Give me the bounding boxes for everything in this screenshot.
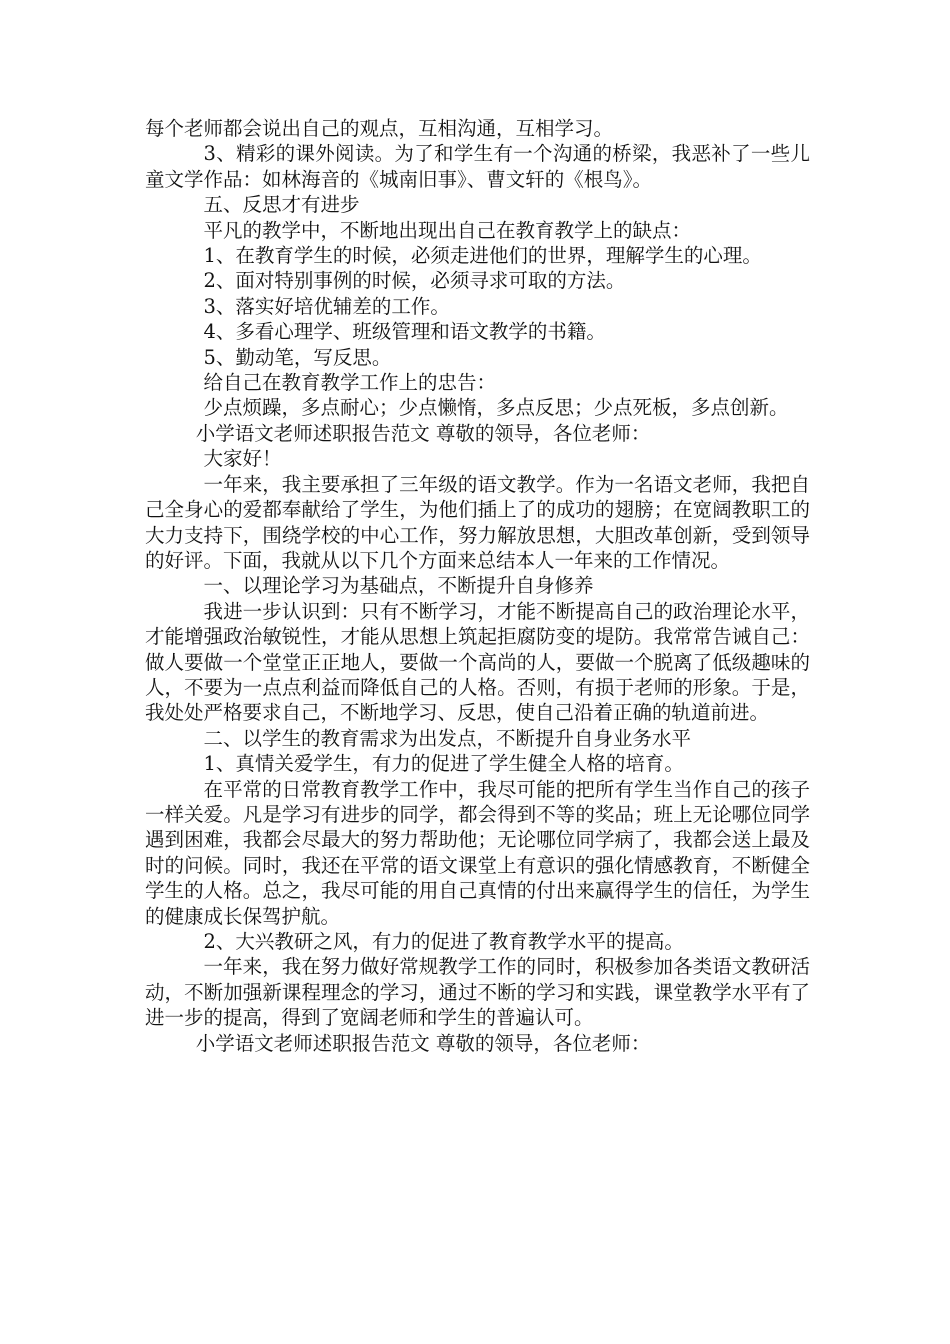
list-item-3: 3、落实好培优辅差的工作。: [203, 294, 450, 318]
paragraph-care: 在平常的日常教育教学工作中，我尽可能的把所有学生当作自己的孩子一样关爱。凡是学习有进步的同学，都会得到不等的奖品；班上无论哪位同学遇到困难，我都会尽最大的努力帮助他；无论哪位同学病了，我都会送上最及时的问候。同时，我还在平常的语文课堂上有意识的强化情感教育，不断健全学生的人格。总之，我尽可能的用自己真情的付出来赢得学生的信任，为学生的健康成长保驾护航。: [145, 777, 810, 928]
report-title-greeting-repeat: 小学语文老师述职报告范文 尊敬的领导，各位老师：: [195, 1031, 651, 1055]
paragraph-shortcomings-intro: 平凡的教学中，不断地出现出自己在教育教学上的缺点：: [203, 218, 692, 242]
paragraph-year-overview: 一年来，我主要承担了三年级的语文教学。作为一名语文老师，我把自己全身心的爱都奉献给了学生，为他们插上了的成功的翅膀；在宽阔教职工的大力支持下，围绕学校的中心工作，努力解放思想，大胆改革创新，受到领导的好评。下面，我就从以下几个方面来总结本人一年来的工作情况。: [145, 472, 810, 572]
subheading-research: 2、大兴教研之风，有力的促进了教育教学水平的提高。: [203, 930, 684, 953]
paragraph-research: 一年来，我在努力做好常规教学工作的同时，积极参加各类语文教研活动，不断加强新课程理念的学习，通过不断的学习和实践，课堂教学水平有了进一步的提高，得到了宽阔老师和学生的普遍认可。: [145, 955, 810, 1030]
paragraph-hello: 大家好！: [203, 447, 282, 471]
list-item-2: 2、面对特别事例的时候，必须寻求可取的方法。: [203, 269, 626, 293]
section-heading-reflection: 五、反思才有进步: [203, 193, 360, 217]
paragraph-advice-intro: 给自己在教育教学工作上的忠告：: [203, 371, 497, 395]
document-page: [145, 116, 810, 1056]
paragraph-continuation: 每个老师都会说出自己的观点，互相沟通，互相学习。: [145, 117, 614, 140]
list-item-1: 1、在教育学生的时候，必须走进他们的世界，理解学生的心理。: [203, 244, 762, 268]
section-heading-theory: 一、以理论学习为基础点，不断提升自身修养: [203, 574, 594, 598]
paragraph-advice: 少点烦躁，多点耐心；少点懒惰，多点反思；少点死板，多点创新。: [203, 396, 789, 420]
list-item-5: 5、勤动笔，写反思。: [203, 345, 392, 369]
paragraph-reading: 3、精彩的课外阅读。为了和学生有一个沟通的桥梁，我恶补了一些儿童文学作品：如林海音的《城南旧事》、曹文轩的《根鸟》。: [145, 142, 810, 191]
section-heading-students: 二、以学生的教育需求为出发点，不断提升自身业务水平: [203, 726, 692, 750]
report-title-greeting: 小学语文老师述职报告范文 尊敬的领导，各位老师：: [195, 421, 651, 445]
subheading-care: 1、真情关爱学生，有力的促进了学生健全人格的培育。: [203, 752, 684, 776]
paragraph-theory: 我进一步认识到：只有不断学习，才能不断提高自己的政治理论水平，才能增强政治敏锐性，才能从思想上筑起拒腐防变的堤防。我常常告诫自己：做人要做一个堂堂正正地人，要做一个高尚的人，要做一个脱离了低级趣味的人，不要为一点点利益而降低自己的人格。否则，有损于老师的形象。于是，我处处严格要求自己，不断地学习、反思，使自己沿着正确的轨道前进。: [145, 599, 810, 725]
list-item-4: 4、多看心理学、班级管理和语文教学的书籍。: [203, 320, 606, 344]
